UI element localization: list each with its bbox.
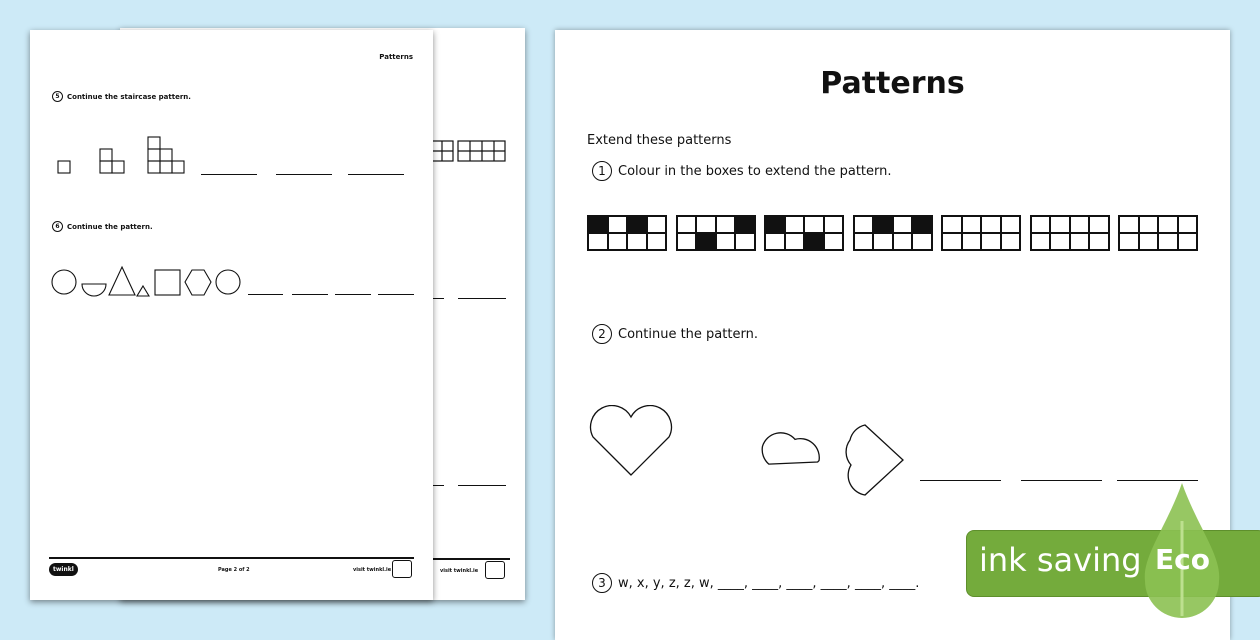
grid-cell[interactable]	[1070, 216, 1090, 233]
pattern-grids-partial	[430, 138, 520, 163]
grid-cell[interactable]	[716, 216, 736, 233]
heart-shape	[755, 418, 824, 487]
grid-cell[interactable]	[1178, 216, 1198, 233]
grid-cell[interactable]	[1119, 233, 1139, 250]
grid-cell[interactable]	[1031, 233, 1051, 250]
grid-cell[interactable]	[1139, 233, 1159, 250]
page-number: Page 2 of 2	[218, 567, 250, 573]
grid-cell[interactable]	[1158, 233, 1178, 250]
grid-cell[interactable]	[696, 233, 716, 250]
grid-cell[interactable]	[785, 233, 805, 250]
grid-cell[interactable]	[981, 233, 1001, 250]
pattern-grid[interactable]	[676, 215, 756, 251]
eco-ink-saving-badge	[966, 530, 1260, 597]
shape-sequence	[50, 265, 250, 299]
grid-cell[interactable]	[804, 216, 824, 233]
grid-cell[interactable]	[1050, 233, 1070, 250]
page-header: Patterns	[379, 53, 413, 61]
grid-cell[interactable]	[1001, 233, 1021, 250]
grid-cell[interactable]	[962, 216, 982, 233]
grid-cell[interactable]	[912, 216, 932, 233]
grid-cell[interactable]	[627, 233, 647, 250]
grid-cell[interactable]	[942, 216, 962, 233]
pattern-grid[interactable]	[1030, 215, 1110, 251]
grid-cell[interactable]	[1139, 216, 1159, 233]
grid-cell[interactable]	[873, 216, 893, 233]
question-1: 1 Colour in the boxes to extend the pattern.	[592, 161, 892, 181]
grid-cell[interactable]	[893, 216, 913, 233]
pattern-grid[interactable]	[1118, 215, 1198, 251]
grid-cell[interactable]	[912, 233, 932, 250]
grid-cell[interactable]	[893, 233, 913, 250]
grid-cell[interactable]	[1089, 216, 1109, 233]
grid-cell[interactable]	[824, 216, 844, 233]
grid-cell[interactable]	[765, 216, 785, 233]
staircase-shapes	[55, 134, 195, 176]
grid-cell[interactable]	[873, 233, 893, 250]
subtitle: Extend these patterns	[587, 133, 732, 148]
grid-cell[interactable]	[716, 233, 736, 250]
badge-text: ink saving	[979, 541, 1142, 579]
grid-cell[interactable]	[854, 216, 874, 233]
grid-cell[interactable]	[1001, 216, 1021, 233]
pattern-grid[interactable]	[587, 215, 667, 251]
heart-shape	[591, 406, 672, 475]
grid-cell[interactable]	[627, 216, 647, 233]
pattern-grid[interactable]	[764, 215, 844, 251]
grid-cell[interactable]	[854, 233, 874, 250]
grid-cell[interactable]	[588, 233, 608, 250]
grid-cell[interactable]	[962, 233, 982, 250]
grid-cell[interactable]	[1031, 216, 1051, 233]
grid-cell[interactable]	[608, 216, 628, 233]
badge-icon	[392, 560, 412, 578]
question-3: 3 w, x, y, z, z, w, ____, ____, ____, ____, ____, ____.	[592, 573, 919, 593]
grid-cell[interactable]	[647, 233, 667, 250]
pattern-grid[interactable]	[941, 215, 1021, 251]
footer-link: visit twinkl.ie	[440, 568, 479, 574]
heart-sequence	[585, 405, 915, 515]
badge-label: Eco	[1155, 543, 1210, 576]
heart-shape	[846, 425, 903, 495]
grid-cell[interactable]	[696, 216, 716, 233]
badge-icon	[485, 561, 505, 579]
grid-cell[interactable]	[1070, 233, 1090, 250]
grid-cell[interactable]	[785, 216, 805, 233]
grid-cell[interactable]	[1119, 216, 1139, 233]
grid-cell[interactable]	[647, 216, 667, 233]
page-title: Patterns	[820, 66, 965, 101]
question-6: 6 Continue the pattern.	[52, 221, 153, 232]
grid-cell[interactable]	[1050, 216, 1070, 233]
grid-cell[interactable]	[804, 233, 824, 250]
grid-cell[interactable]	[1089, 233, 1109, 250]
grid-cell[interactable]	[735, 216, 755, 233]
grid-cell[interactable]	[608, 233, 628, 250]
grid-cell[interactable]	[677, 216, 697, 233]
grid-cell[interactable]	[765, 233, 785, 250]
question-2: 2 Continue the pattern.	[592, 324, 758, 344]
page-2-preview	[30, 30, 433, 600]
question-5: 5 Continue the staircase pattern.	[52, 91, 191, 102]
grid-cell[interactable]	[1158, 216, 1178, 233]
grid-cell[interactable]	[735, 233, 755, 250]
footer-link: visit twinkl.ie	[353, 567, 392, 573]
twinkl-logo: twinkl	[49, 563, 78, 576]
grid-cell[interactable]	[1178, 233, 1198, 250]
grid-cell[interactable]	[942, 233, 962, 250]
grid-cell[interactable]	[824, 233, 844, 250]
grid-cell[interactable]	[588, 216, 608, 233]
pattern-grid[interactable]	[853, 215, 933, 251]
grid-cell[interactable]	[677, 233, 697, 250]
grid-cell[interactable]	[981, 216, 1001, 233]
